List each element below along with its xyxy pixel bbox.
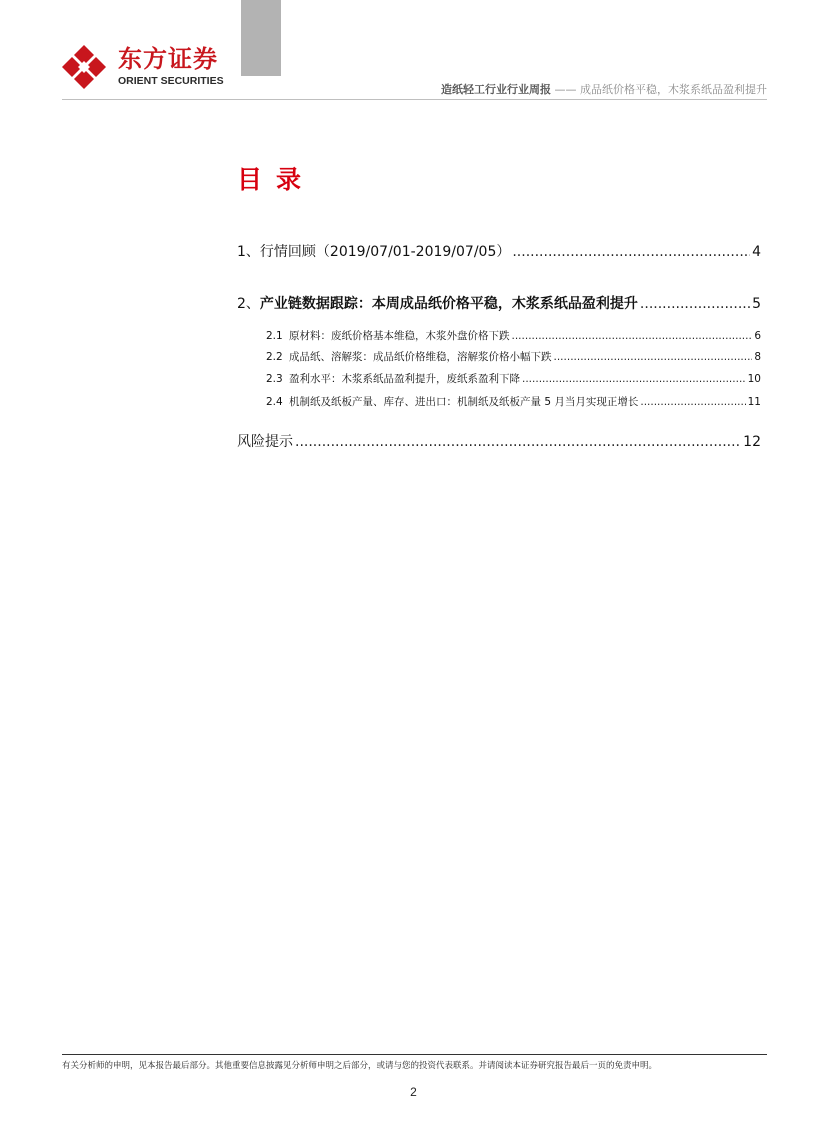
toc-entry-label: 风险提示 (237, 434, 293, 450)
toc-entry-label: 行情回顾（2019/07/01-2019/07/05） (259, 244, 511, 260)
toc-entry-number: 2.3 (266, 373, 283, 385)
toc-leader-dots (640, 395, 745, 409)
toc-leader-dots (640, 295, 750, 313)
toc-entry-number: 1、 (237, 244, 260, 260)
toc-entry-number: 2、 (237, 296, 260, 312)
toc-entry-label: 机制纸及纸板产量、库存、进出口：机制纸及纸板产量 5 月当月实现正增长 (289, 396, 639, 408)
report-header (441, 83, 767, 97)
toc-leader-dots (512, 329, 753, 343)
toc-title: 目录 (237, 165, 316, 194)
toc-entry-number: 2.4 (266, 396, 283, 408)
toc-entry-2-4[interactable] (266, 395, 761, 409)
toc-entry-label: 产业链数据跟踪：本周成品纸价格平稳，木浆系纸品盈利提升 (259, 296, 638, 312)
toc-leader-dots (512, 243, 750, 261)
header-gray-block (241, 0, 281, 76)
page-number: 2 (410, 1085, 417, 1099)
toc-entry-page: 12 (743, 434, 761, 450)
toc-entry-label: 成品纸、溶解浆：成品纸价格维稳，溶解浆价格小幅下跌 (289, 351, 552, 363)
toc-leader-dots (522, 372, 746, 386)
toc-entry-page: 4 (752, 244, 761, 260)
toc-entry-page: 8 (754, 351, 761, 363)
toc-entry-label: 原材料：废纸价格基本维稳，木浆外盘价格下跌 (289, 330, 510, 342)
toc-entry-1[interactable] (237, 243, 761, 261)
report-subtitle: 成品纸价格平稳，木浆系纸品盈利提升 (580, 83, 767, 96)
toc-entry-number: 2.2 (266, 351, 283, 363)
brand-name-en: ORIENT SECURITIES (118, 75, 224, 87)
header-divider (62, 99, 767, 100)
orient-logo-icon (61, 44, 107, 90)
toc-leader-dots (295, 433, 741, 451)
toc-entry-2-2[interactable] (266, 350, 761, 364)
toc-entry-2-1[interactable] (266, 329, 761, 343)
toc-entry-page: 11 (747, 396, 761, 408)
brand-name-cn: 东方证券 (118, 45, 218, 73)
toc-entry-page: 10 (747, 373, 761, 385)
toc-entry-page: 6 (754, 330, 761, 342)
toc-entry-2[interactable] (237, 295, 761, 313)
toc-entry-2-3[interactable] (266, 372, 761, 386)
report-type: 造纸轻工行业行业周报 (441, 83, 551, 96)
toc-entry-number: 2.1 (266, 330, 283, 342)
toc-entry-page: 5 (752, 296, 761, 312)
header-separator: —— (554, 83, 577, 96)
footer-divider (62, 1054, 767, 1055)
toc-leader-dots (554, 350, 753, 364)
toc-entry-risk[interactable] (237, 433, 761, 451)
orient-securities-logo (61, 44, 233, 92)
toc-entry-label: 盈利水平：木浆系纸品盈利提升，废纸系盈利下降 (289, 373, 520, 385)
footer-disclaimer: 有关分析师的申明，见本报告最后部分。其他重要信息披露见分析师申明之后部分，或请与您的投资代表联系。并请阅读本证券研究报告最后一页的免责申明。 (62, 1061, 658, 1071)
